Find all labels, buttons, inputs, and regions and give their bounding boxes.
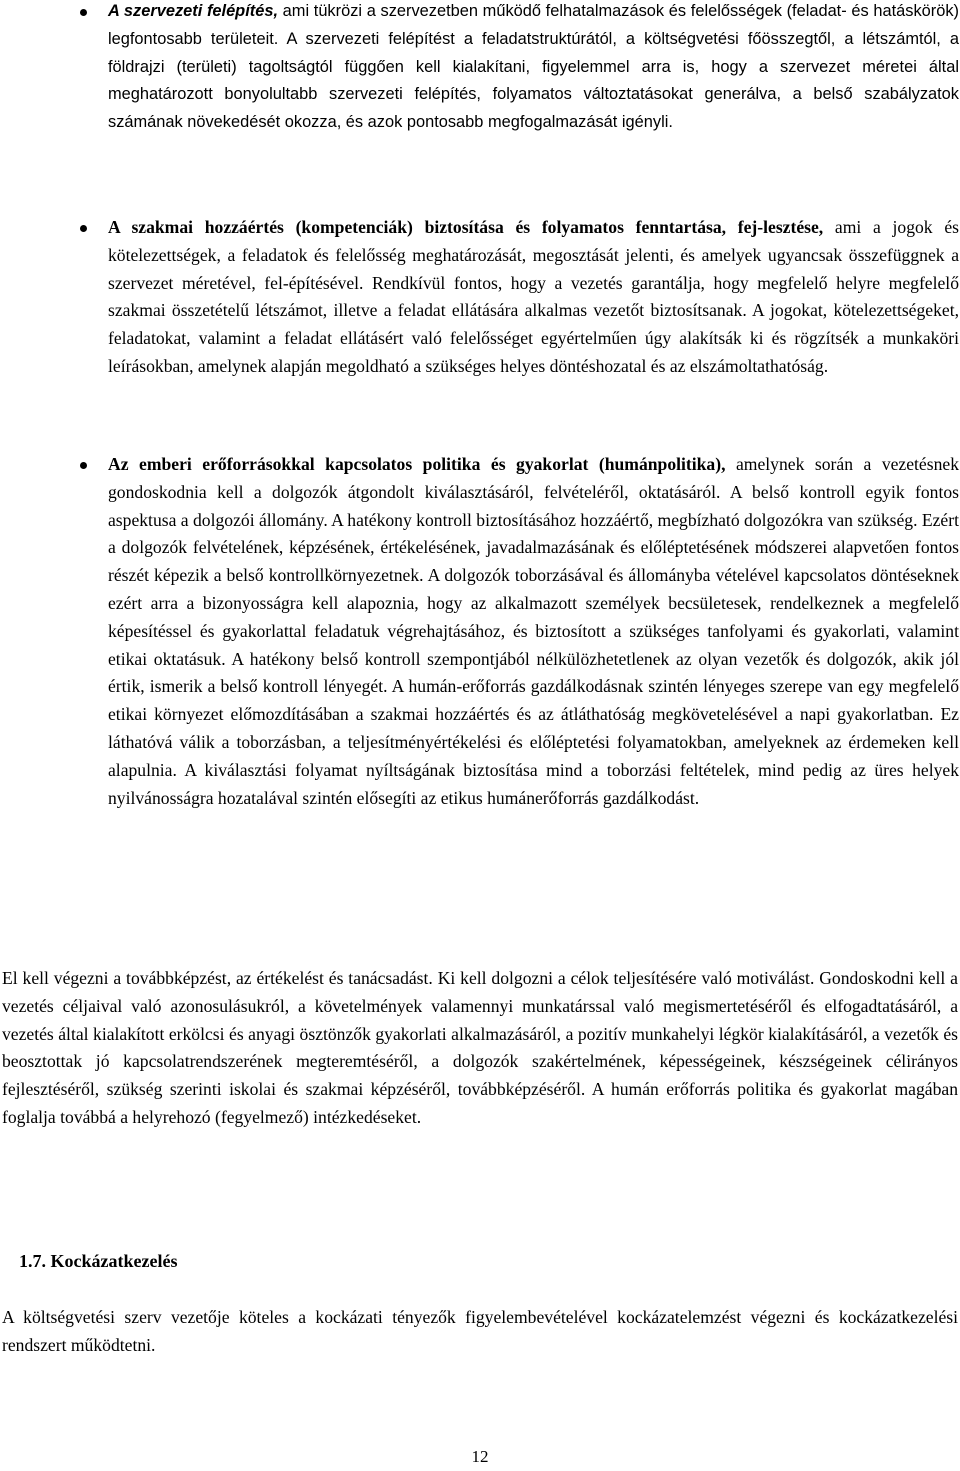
section-heading bbox=[19, 1248, 177, 1276]
section-number: 1.7. bbox=[19, 1251, 46, 1271]
bullet-text: amelynek során a vezetésnek gondoskodnia kell a dolgozók átgondolt kiválasztásáról, felvételéről, oktatásáról. A belső kontroll egyik fontos aspektusa a dolgozói állomány. A hatékony kontroll biztosításához hozzáértő, megbízható dolgozókra van szükség. Ezért a dolgozók felvételének, képzésének, értékelésének, javadalmazásának és előléptetésének módszerei alapvetően fontos részét képezik a belső kontrollkörnyezetnek. A dolgozók toborzásával és állományba vételével kapcsolatos döntéseknek ezért arra a bizonyosságra kell alapoznia, hogy az alkalmazott személyek becsületesek, rendelkeznek a megfelelő képesítéssel és gyakorlattal feladatuk végrehajtásához, és biztosított a szükséges tanfolyami és gyakorlati, valamint etikai oktatásuk. A hatékony belső kontroll szempontjából nélkülözhetetlenek az olyan vezetők és dolgozók, akik jól értik, ismerik a belső kontroll lényegét. A humán-erőforrás gazdálkodásnak szintén lényeges szerepe van egy megfelelő etikai környezet előmozdításában a szakmai hozzáértés és az átláthatóság megkövetelésével a napi gyakorlatban. Ez láthatóvá válik a toborzásban, a teljesítményértékelési és előléptetési folyamatokban, amelyeknek az érdemeken kell alapulnia. A kiválasztási folyamat nyíltságának biztosítása mind a toborzási feltételek, mind pedig az üres helyek nyilvánosságra hozatalával szintén elősegíti az etikus humánerőforrás gazdálkodást. bbox=[108, 454, 959, 808]
page-number: 12 bbox=[471, 1447, 489, 1466]
bullet-dot-icon bbox=[80, 462, 87, 469]
bullet-list-2 bbox=[0, 214, 959, 381]
bullet-text: ami tükrözi a szervezetben működő felhatalmazások és felelősségek (feladat- és hatáskörök) legfontosabb területeit. A szervezeti felépítést a feladatstruktúrától, a költségvetési főösszegtől, a létszámtól, a földrajzi (területi) tagoltságtól függően kell kialakítani, figyelemmel arra is, hogy a szervezet méretei által meghatározott bonyolultabb szervezeti felépítés, folyamatos változtatásokat generálva, a belső szabályzatok számának növekedését okozza, és azok pontosabb megfogalmazását igényli. bbox=[108, 2, 959, 132]
bullet-item-human-resources bbox=[0, 451, 959, 812]
bullet-dot-icon bbox=[80, 9, 87, 16]
paragraph-training: El kell végezni a továbbképzést, az értékelést és tanácsadást. Ki kell dolgozni a célok teljesítésére való motiválást. Gondoskodni kell a vezetés céljaival való azonosulásukról, a követelmények valamennyi munkatárssal való megismertetéséről és elfogadtatásáról, a vezetés által kialakított erkölcsi és anyagi ösztönzők gyakorlati alkalmazásáról, a pozitív munkahelyi légkör kialakításáról, a vezetők és beosztottak jó kapcsolatrendszerének megteremtéséről, a dolgozók szakértelmének, képességeinek, készségeinek célirányos fejlesztéséről, szükség szerinti iskolai és szakmai képzéséről, továbbképzéséről. A humán erőforrás politika és gyakorlat magában foglalja továbbá a helyrehozó (fegyelmező) intézkedéseket. bbox=[2, 968, 958, 1127]
paragraph-risk-management: A költségvetési szerv vezetője köteles a kockázati tényezők figyelembevételével kockázatelemzést végezni és kockázatkezelési rendszert működtetni. bbox=[2, 1307, 958, 1355]
bullet-lead: A szervezeti felépítés, bbox=[108, 2, 278, 20]
bullet-lead: A szakmai hozzáértés (kompetenciák) biztosítása és folyamatos fenntartása, fej-lesztése, bbox=[108, 217, 824, 237]
bullet-dot-icon bbox=[80, 225, 87, 232]
bullet-lead: Az emberi erőforrásokkal kapcsolatos politika és gyakorlat (humánpolitika), bbox=[108, 454, 726, 474]
section-title: Kockázatkezelés bbox=[50, 1251, 178, 1271]
bullet-list-3 bbox=[0, 451, 959, 812]
bullet-text: ami a jogok és kötelezettségek, a feladatok és felelősség meghatározását, megosztását jelenti, és amelyek ugyancsak összefüggnek a szervezet méretével, fel-építésével. Rendkívül fontos, hogy a vezetés garantálja, hogy megfelelő helyre megfelelő szakmai összetételű létszámot, illetve a feladat ellátására alkalmas vezetőt biztosítsanak. A jogokat, kötelezettségeket, feladatokat, valamint a feladat ellátásért való felelősséget egyértelműen úgy alakítsák ki és rögzítsék a munkaköri leírásokban, amelynek alapján megoldható a szükséges helyes döntéshozatal és az elszámoltathatóság. bbox=[108, 217, 959, 376]
bullet-item-competencies bbox=[0, 214, 959, 381]
bullet-item-organizational-structure bbox=[0, 0, 959, 137]
bullet-list-1 bbox=[0, 0, 959, 137]
